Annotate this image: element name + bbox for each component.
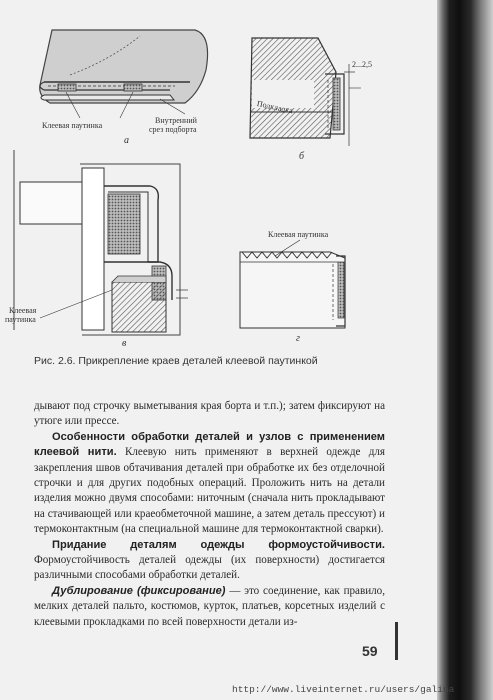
label-v-glue-line2: паутинка bbox=[5, 315, 36, 324]
label-a-glue-web: Клеевая паутинка bbox=[42, 121, 103, 130]
watermark-url: http://www.liveinternet.ru/users/galina bbox=[232, 684, 455, 695]
paragraph-2: Особенности обработки деталей и узлов с применением клеевой нити. Клеевую нить применяют в верхней одежде для закрепления швов обтачивания деталей при обработке их без отделочной строчки и для других подобных операций. Проложить нить на детали изделия можно двумя способами: ниточным (сначала нить прокладывают на стачивающей или краеобметочной машине, а затем деталь прессуют) и термоконтактным (на специальной машине для термоконтактной сварки). bbox=[34, 430, 385, 536]
heading-shape-stability: Придание деталям одежды формоустойчивости. bbox=[52, 538, 385, 551]
heading-glue-thread: Особенности обработки деталей и узлов с применением клеевой нити. bbox=[34, 430, 385, 459]
panel-letter-b: б bbox=[299, 151, 305, 162]
panel-letter-v: в bbox=[122, 338, 127, 349]
label-v-glue-line1: Клеевая bbox=[9, 306, 37, 315]
label-a-inner-edge-line1: Внутренний bbox=[155, 116, 197, 125]
page-number: 59 bbox=[362, 643, 378, 659]
term-duplication: Дублирование (фиксирование) bbox=[52, 584, 226, 597]
paragraph-4: Дублирование (фиксирование) — это соединение, как правило, мелких деталей пальто, костюмов, курток, платьев, корсетных изделий с клеевыми прокладками по всей поверхности детали из- bbox=[34, 584, 386, 628]
page-number-bar bbox=[395, 622, 398, 660]
panel-letter-a: а bbox=[124, 135, 129, 146]
figure-caption: Рис. 2.6. Прикрепление краев деталей клеевой паутинкой bbox=[34, 355, 318, 367]
panel-a-drawing bbox=[40, 30, 208, 118]
panel-b-drawing bbox=[250, 38, 361, 146]
label-g-glue-web: Клеевая паутинка bbox=[268, 230, 329, 239]
label-a-inner-edge-line2: срез подборта bbox=[149, 125, 197, 134]
label-b-dimension: 2...2,5 bbox=[352, 60, 372, 69]
label-b-lining: Подкладка bbox=[256, 99, 294, 116]
paragraph-1: дывают под строчку выметывания края борта и т.п.); затем фиксируют на утюге или прессе. bbox=[34, 400, 385, 428]
panel-letter-g: г bbox=[296, 333, 300, 344]
book-spine-shadow bbox=[437, 0, 493, 700]
panel-g-drawing bbox=[240, 240, 345, 328]
figure-2-6 bbox=[0, 0, 437, 350]
paragraph-3: Придание деталям одежды формоустойчивости. Формоустойчивость деталей одежды (их поверхности) достигается различными способами обработки деталей. bbox=[34, 538, 385, 582]
panel-v-drawing bbox=[14, 150, 188, 335]
body-text bbox=[34, 399, 385, 630]
